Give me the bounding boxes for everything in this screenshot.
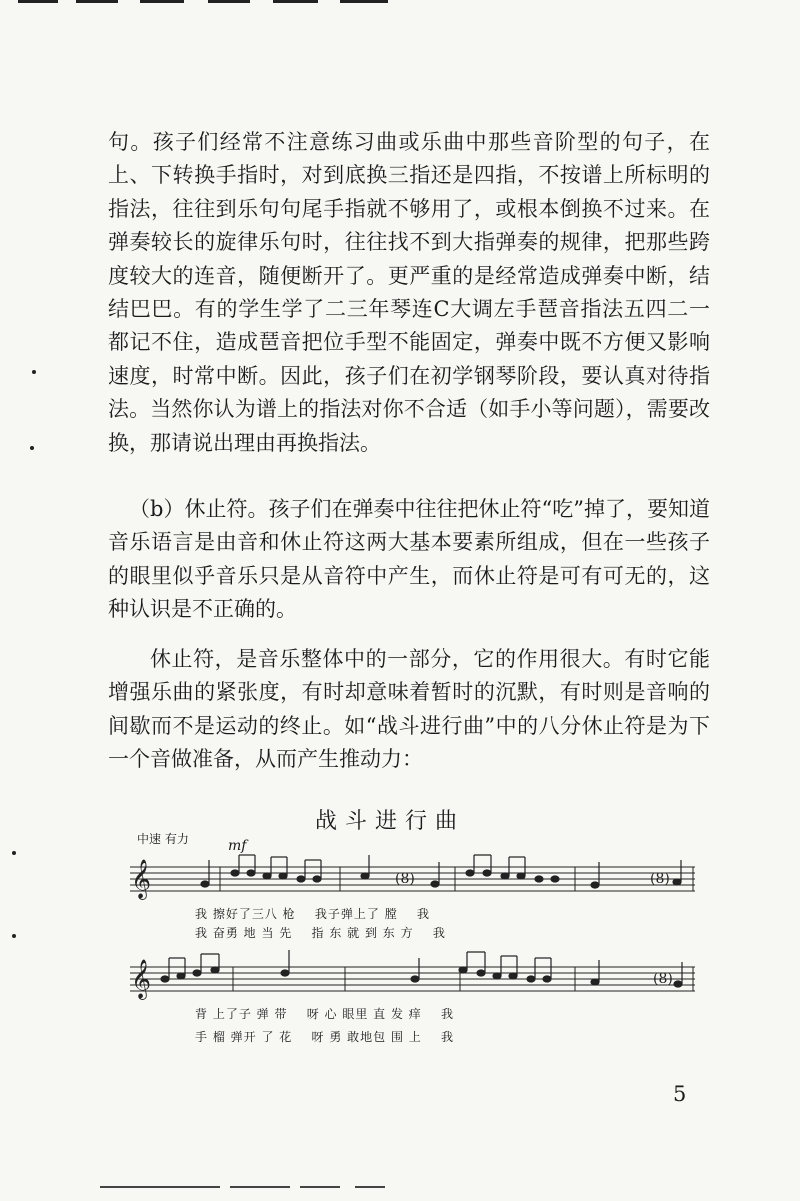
- score-title: 战斗进行曲: [315, 809, 466, 834]
- bottom-edge-marks: [100, 1186, 400, 1189]
- lyrics-line-2: 我 奋勇 地 当 先 指 东 就 到 东 方 我: [195, 926, 446, 940]
- lyrics-line-3: 背 上了子 弹 带 呀 心 眼里 直 发 痒 我: [195, 1007, 455, 1021]
- scan-speck: [32, 370, 36, 374]
- staff-1-notes: [201, 855, 681, 888]
- paragraph-rests: （b）休止符。孩子们在弹奏中往往把休止符“吃”掉了，要知道音乐语言是由音和休止符这两大基本要素所组成，但在一些孩子的眼里似乎音乐只是从音符中产生，而休止符是可有可无的，这种认识是不正确的。: [108, 497, 710, 622]
- svg-text:(8): (8): [650, 871, 670, 887]
- tempo-marking: 中速 有力: [137, 832, 189, 846]
- paragraph-fingering: 句。孩子们经常不注意练习曲或乐曲中那些音阶型的句子，在上、下转换手指时，对到底换三指还是四指，不按谱上所标明的指法，往往到乐句句尾手指就不够用了，或根本倒换不过来。在弹奏较长的旋律乐句时，往往找不到大指弹奏的规律，把那些跨度较大的连音，随便断开了。更严重的是经常造成弹奏中断，结结巴巴。有的学生学了二三年琴连C大调左手琶音指法五四二一都记不住，造成琶音把位手型不能固定，弹奏中既不方便又影响速度，时常中断。因此，孩子们在初学钢琴阶段，要认真对待指法。当然你认为谱上的指法对你不合适（如手小等问题），需要改换，那请说出理由再换指法。: [108, 130, 710, 455]
- music-score: [125, 800, 700, 1060]
- svg-text:(8): (8): [395, 871, 415, 887]
- treble-clef-icon-2: 𝄞: [131, 959, 152, 999]
- lyrics-line-4: 手 榴 弹开 了 花 呀 勇 敢地包 围 上 我: [195, 1030, 455, 1044]
- scan-speck: [12, 934, 16, 938]
- scan-speck: [12, 851, 16, 855]
- lyrics-line-1: 我 擦好了三八 枪 我子弹上了 膛 我: [195, 907, 430, 921]
- page-number: 5: [673, 1082, 687, 1106]
- paragraph-rest-function: 休止符，是音乐整体中的一部分，它的作用很大。有时它能增强乐曲的紧张度，有时却意味着暂时的沉默，有时则是音响的间歇而不是运动的终止。如“战斗进行曲”中的八分休止符是为下一个音做准备，从而产生推动力：: [108, 647, 710, 772]
- staff-2-notes: [161, 950, 682, 987]
- treble-clef-icon: 𝄞: [131, 859, 152, 899]
- top-edge-marks: [18, 0, 398, 6]
- dynamic-marking: mf: [228, 838, 247, 854]
- svg-text:(8): (8): [653, 971, 673, 987]
- scan-speck: [30, 446, 34, 450]
